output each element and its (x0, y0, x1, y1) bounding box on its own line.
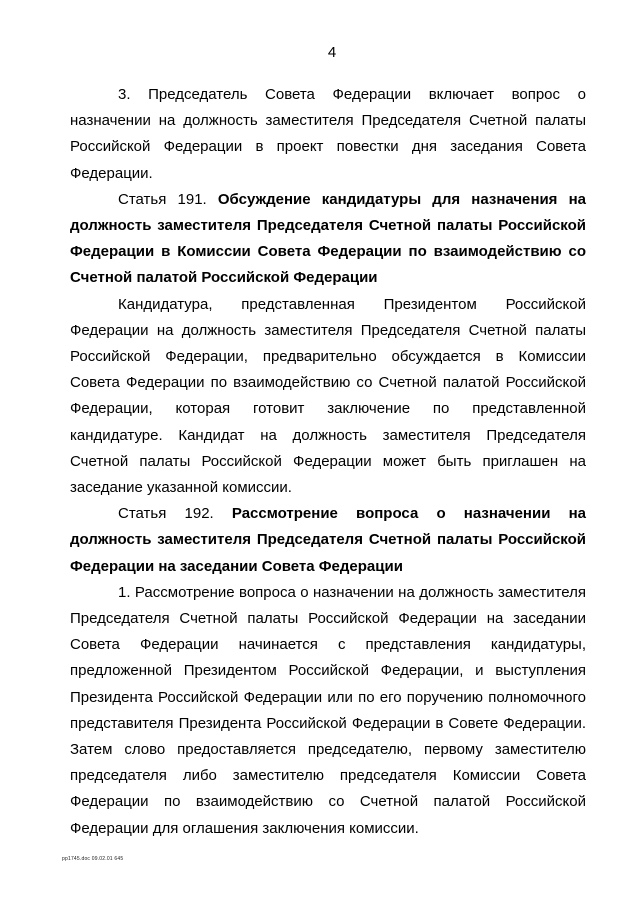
paragraph-article-192-item-1: 1. Рассмотрение вопроса о назначении на должность заместителя Председателя Счетной палаты Российской Федерации на заседании Совета Федерации начинается с представления кандидатуры, предложенной Президентом Российской Федерации, и выступления Президента Российской Федерации или по его поручению полномочного представителя Президента Российской Федерации в Совете Федерации. Затем слово предоставляется председателю, первому заместителю председателя либо заместителю председателя Комиссии Совета Федерации по взаимодействию со Счетной палатой Российской Федерации для оглашения заключения комиссии. (70, 583, 586, 837)
document-body (70, 82, 586, 842)
article-191-number: Статья 191. (118, 190, 218, 208)
article-192-heading (70, 501, 586, 580)
article-192-number: Статья 192. (118, 505, 232, 523)
footer-doc-reference: pp1745.doc 09.02.01 645 (62, 856, 124, 862)
article-192-title: Рассмотрение вопроса о назначении на должность заместителя Председателя Счетной палаты Российской Федерации на заседании Совета Федерации (70, 505, 586, 575)
article-191-heading (70, 187, 586, 292)
page-number: 4 (327, 44, 337, 61)
paragraph-article-191-text: Кандидатура, представленная Президентом Российской Федерации на должность заместителя Председателя Счетной палаты Российской Федерации, предварительно обсуждается в Комиссии Совета Федерации по взаимодействию со Счетной палатой Российской Федерации, которая готовит заключение по представленной кандидатуре. Кандидат на должность заместителя Председателя Счетной палаты Российской Федерации может быть приглашен на заседание указанной комиссии. (70, 295, 586, 497)
article-191-title: Обсуждение кандидатуры для назначения на должность заместителя Председателя Счетной палаты Российской Федерации в Комиссии Совета Федерации по взаимодействию со Счетной палатой Российской Федерации (70, 190, 586, 287)
paragraph-item-3: 3. Председатель Совета Федерации включает вопрос о назначении на должность заместителя Председателя Счетной палаты Российской Федерации в проект повестки дня заседания Совета Федерации. (70, 86, 586, 182)
